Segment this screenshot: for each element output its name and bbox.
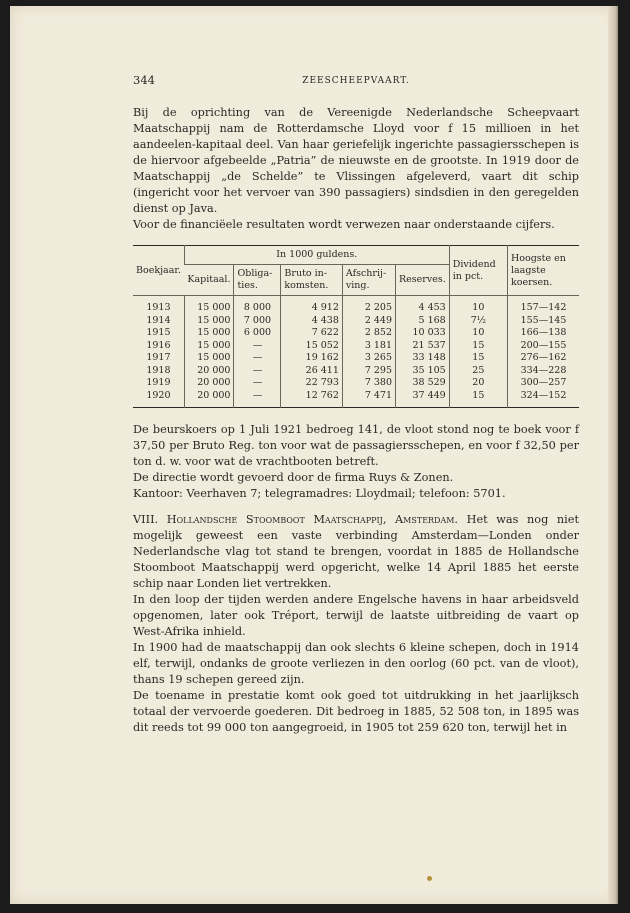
- header-dividend: Dividend in pct.: [449, 246, 507, 296]
- cell-obligaties: —: [234, 390, 281, 408]
- cell-reserves: 4 453: [396, 302, 450, 315]
- cell-afschrijving: 2 205: [342, 302, 395, 315]
- cell-reserves: 5 168: [396, 315, 450, 328]
- cell-koersen: 334—228: [507, 365, 579, 378]
- paragraph: In den loop der tijden werden andere Engelsche havens in haar arbeidsveld opgenomen, later ook Tréport, terwijl de laatste uitbreiding de vaart op West-Afrika inhield.: [133, 593, 579, 638]
- cell-jaar: 1919: [146, 377, 171, 388]
- cell-bruto: 4 438: [281, 315, 342, 328]
- print-mark: [427, 876, 432, 881]
- cell-bruto: 26 411: [281, 365, 342, 378]
- cell-koersen: 300—257: [507, 377, 579, 390]
- cell-kapitaal: 20 000: [184, 390, 234, 408]
- header-reserves: Reserves.: [396, 265, 450, 296]
- table-row: [133, 352, 579, 365]
- paragraph: Voor de financiëele resultaten wordt verwezen naar onderstaande cijfers.: [133, 218, 555, 231]
- paragraph: De directie wordt gevoerd door de firma Ruys & Zonen.: [133, 471, 454, 484]
- cell-dividend: 10: [449, 302, 507, 315]
- cell-obligaties: 8 000: [234, 302, 281, 315]
- cell-obligaties: 7 000: [234, 315, 281, 328]
- header-group-guldens: In 1000 guldens.: [184, 246, 449, 265]
- cell-bruto: 12 762: [281, 390, 342, 408]
- cell-afschrijving: 2 852: [342, 327, 395, 340]
- cell-obligaties: —: [234, 377, 281, 390]
- cell-jaar: 1915: [146, 327, 171, 338]
- table-row: [133, 327, 579, 340]
- section-company-name: Hollandsche Stoomboot Maatschappij, Amsterdam.: [166, 513, 459, 526]
- table-row: [133, 340, 579, 353]
- cell-koersen: 155—145: [507, 315, 579, 328]
- page-edge: [608, 6, 618, 904]
- cell-dividend: 15: [449, 340, 507, 353]
- paragraph: Kantoor: Veerhaven 7; telegramadres: Lloydmail; telefoon: 5701.: [133, 487, 506, 500]
- cell-koersen: 157—142: [507, 302, 579, 315]
- section-numeral: VIII.: [133, 513, 159, 526]
- cell-bruto: 19 162: [281, 352, 342, 365]
- cell-obligaties: 6 000: [234, 327, 281, 340]
- table-row: [133, 390, 579, 408]
- table-row: [133, 302, 579, 315]
- section-text: Het was nog niet mogelijk geweest een vaste verbinding Amsterdam—Londen onder Nederlandsche vlag tot stand te brengen, voordat in 1885 de Hollandsche Stoomboot Maatschappij werd opgericht, welke 14 April 1885 het eerste schip naar Londen liet vertrekken.: [133, 513, 580, 590]
- cell-kapitaal: 15 000: [184, 327, 234, 340]
- cell-jaar: 1917: [146, 352, 171, 363]
- header-afschrijving: Afschrij-ving.: [342, 265, 395, 296]
- cell-dividend: 15: [449, 352, 507, 365]
- cell-kapitaal: 15 000: [184, 352, 234, 365]
- cell-jaar: 1920: [146, 389, 171, 401]
- cell-kapitaal: 15 000: [184, 302, 234, 315]
- financial-table: [133, 245, 579, 408]
- cell-bruto: 7 622: [281, 327, 342, 340]
- cell-dividend: 25: [449, 365, 507, 378]
- header-obligaties: Obliga-ties.: [234, 265, 281, 296]
- cell-koersen: 324—152: [507, 390, 579, 408]
- page-number: 344: [133, 73, 155, 87]
- paragraph: Bij de oprichting van de Vereenigde Nederlandsche Scheepvaart Maatschappij nam de Rotterdamsche Lloyd voor f 15 millioen in het aandeelen-kapitaal deel. Van haar geriefelijk ingerichte passagiersschepen is de hiervoor afgebeelde „Patria” de nieuwste en de grootste. In 1919 door de Maatschappij „de Schelde” te Vlissingen afgeleverd, vaart dit schip (ingericht voor het vervoer van 390 passagiers) sindsdien in den geregelden dienst op Java.: [133, 106, 579, 215]
- cell-bruto: 15 052: [281, 340, 342, 353]
- cell-afschrijving: 7 380: [342, 377, 395, 390]
- header-koersen: Hoogste en laagste koersen.: [507, 246, 579, 296]
- cell-afschrijving: 3 265: [342, 352, 395, 365]
- cell-obligaties: —: [234, 352, 281, 365]
- cell-reserves: 35 105: [396, 365, 450, 378]
- cell-reserves: 21 537: [396, 340, 450, 353]
- cell-reserves: 37 449: [396, 390, 450, 408]
- cell-jaar: 1918: [146, 364, 171, 376]
- cell-koersen: 166—138: [507, 327, 579, 340]
- table-header-row: [133, 246, 579, 265]
- cell-reserves: 38 529: [396, 377, 450, 390]
- running-title: ZEESCHEEPVAART.: [302, 76, 410, 86]
- cell-jaar: 1913: [146, 302, 171, 313]
- cell-reserves: 33 148: [396, 352, 450, 365]
- cell-afschrijving: 7 471: [342, 390, 395, 408]
- header-bruto: Bruto in-komsten.: [281, 265, 342, 296]
- header-kapitaal: Kapitaal.: [184, 265, 234, 296]
- cell-dividend: 20: [449, 377, 507, 390]
- section-paragraph: [133, 512, 579, 592]
- cell-koersen: 276—162: [507, 352, 579, 365]
- paragraph: De toename in prestatie komt ook goed tot uitdrukking in het jaarlijksch totaal der vervoerde goederen. Dit bedroeg in 1885, 52 508 ton, in 1895 was dit reeds tot 99 000 ton aangegroeid, in 1905 tot 259 620 ton, terwijl het in: [133, 689, 579, 734]
- cell-afschrijving: 3 181: [342, 340, 395, 353]
- paragraph: In 1900 had de maatschappij dan ook slechts 6 kleine schepen, doch in 1914 elf, terwijl, ondanks de groote verliezen in den oorlog (60 pct. van de vloot), thans 19 schepen gereed zijn.: [133, 641, 579, 686]
- cell-obligaties: —: [234, 340, 281, 353]
- book-page: [10, 6, 618, 904]
- page-content: [133, 72, 579, 736]
- cell-obligaties: —: [234, 365, 281, 378]
- paragraph: De beurskoers op 1 Juli 1921 bedroeg 141, de vloot stond nog te boek voor f 37,50 per Bruto Reg. ton voor wat de passagiersschepen, en voor f 32,50 per ton d. w. voor wat de vrachtbooten betreft.: [133, 423, 579, 468]
- cell-kapitaal: 15 000: [184, 315, 234, 328]
- cell-kapitaal: 15 000: [184, 340, 234, 353]
- table-row: [133, 365, 579, 378]
- cell-afschrijving: 2 449: [342, 315, 395, 328]
- cell-afschrijving: 7 295: [342, 365, 395, 378]
- running-head: [133, 72, 579, 92]
- cell-dividend: 15: [449, 390, 507, 408]
- table-row: [133, 315, 579, 328]
- cell-bruto: 22 793: [281, 377, 342, 390]
- cell-dividend: 7½: [449, 315, 507, 328]
- cell-jaar: 1914: [146, 314, 171, 326]
- cell-dividend: 10: [449, 327, 507, 340]
- table-row: [133, 377, 579, 390]
- header-boekjaar: Boekjaar.: [133, 246, 184, 296]
- cell-jaar: 1916: [146, 339, 171, 351]
- cell-koersen: 200—155: [507, 340, 579, 353]
- cell-bruto: 4 912: [281, 302, 342, 315]
- cell-reserves: 10 033: [396, 327, 450, 340]
- cell-kapitaal: 20 000: [184, 377, 234, 390]
- cell-kapitaal: 20 000: [184, 365, 234, 378]
